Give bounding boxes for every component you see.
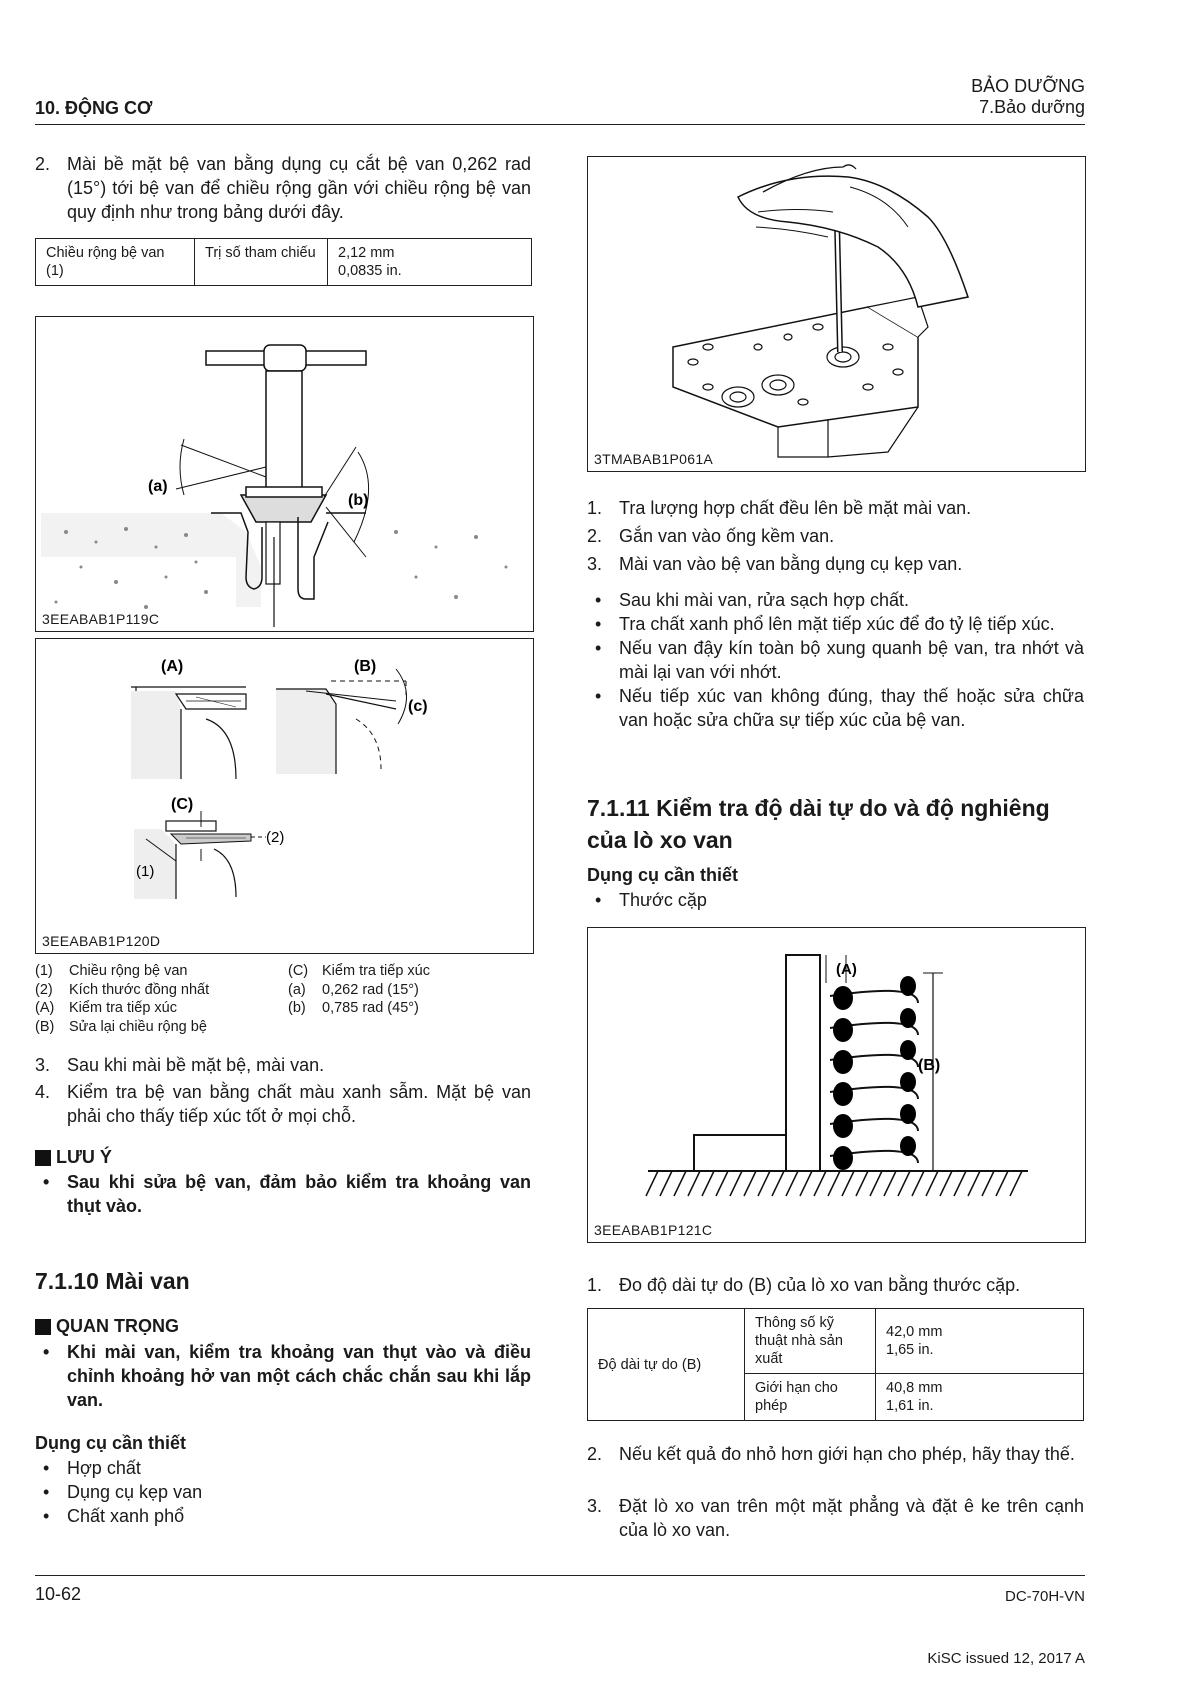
param-cell: Độ dài tự do (B) [588,1309,745,1421]
step-3: 3. Sau khi mài bề mặt bệ, mài van. [35,1055,325,1075]
legend-right [288,962,528,1018]
tool-item: • Thước cặp [587,888,1084,912]
bullet-icon: • [595,638,602,658]
legend-item: (b) 0,785 rad (45°) [288,1000,419,1016]
label-b: (b) [348,492,369,509]
section-heading-7-1-10: 7.1.10 Mài van [35,1268,190,1294]
figure-valve-lapping [587,156,1086,472]
doc-code: DC-70H-VN [1004,1588,1085,1605]
legend-item: (C) Kiểm tra tiếp xúc [288,963,430,979]
label-B: (B) [918,1057,941,1074]
figure-code: 3EEABAB1P120D [42,933,161,949]
bullet-icon: • [43,1506,50,1526]
legend-item: (B) Sửa lại chiều rộng bệ [35,1018,207,1035]
step-item: 2. Gắn van vào ống kềm van. [587,526,835,546]
step-1: 1. Đo độ dài tự do (B) của lò xo van bằng thước cặp. [587,1275,1021,1295]
bullet-icon: • [595,890,602,910]
figure-code: 3TMABAB1P061A [594,451,714,467]
bullet-item: • Nếu van đậy kín toàn bộ xung quanh bệ van, tra nhớt và mài lại van với nhớt. [587,636,1084,684]
chapter-title: 10. ĐỘNG CƠ [35,98,153,118]
label-a: (a) [148,478,168,495]
label-B: (B) [354,658,377,675]
step-item: 3. Mài van vào bệ van bằng dụng cụ kẹp van. [587,554,963,574]
tools-heading: Dụng cụ cần thiết [35,1433,187,1453]
figure-contact-check [35,638,534,954]
step-3-right: 3. Đặt lò xo van trên một mặt phẳng và đặt ê ke trên cạnh của lò xo van. [587,1496,1084,1540]
value-in: 0,0835 in. [338,263,402,279]
label-A: (A) [161,658,184,675]
bullet-icon: • [43,1172,50,1192]
seat-width-cell: Chiều rộng bệ van (1) [36,239,195,286]
section-title: BẢO DƯỠNG [971,76,1085,96]
figure-spring-length [587,927,1086,1243]
bullet-icon: • [43,1482,50,1502]
note-heading: LƯU Ý [35,1147,112,1168]
tools-heading: Dụng cụ cần thiết [587,865,739,885]
spec-label-cell: Thông số kỹ thuật nhà sản xuất [745,1309,876,1374]
tools-list [35,1456,531,1528]
legend-left [35,962,285,1036]
step-item: 1. Tra lượng hợp chất đều lên bề mặt mài van. [587,498,972,518]
legend-item: (2) Kích thước đồng nhất [35,981,210,998]
bullet-item: • Tra chất xanh phổ lên mặt tiếp xúc để đo tỷ lệ tiếp xúc. [587,612,1084,636]
page-number: 10-62 [35,1584,82,1604]
note-square-icon [35,1150,51,1166]
tool-item: • Hợp chất [35,1456,531,1480]
step-4: 4. Kiểm tra bệ van bằng chất màu xanh sẫm. Mặt bệ van phải cho thấy tiếp xúc tốt ở mọi chỗ. [35,1082,531,1126]
reference-value-cell [328,239,532,286]
seat-width-table [35,238,532,286]
reference-label-cell: Trị số tham chiếu [195,239,328,286]
spring-length-table [587,1308,1084,1421]
step-2 [35,152,531,224]
lapping-notes [587,588,1084,732]
label-A: (A) [836,961,857,978]
limit-label-cell: Giới hạn cho phép [745,1374,876,1421]
step-number: 2. [35,154,51,174]
legend-item: (a) 0,262 rad (15°) [288,981,419,998]
important-heading: QUAN TRỌNG [35,1316,179,1337]
label-c: (c) [408,698,428,715]
figure-code: 3EEABAB1P119C [42,611,160,627]
issue-info: KiSC issued 12, 2017 A [927,1650,1085,1667]
step-text: Mài bề mặt bệ van bằng dụng cụ cắt bệ van 0,262 rad (15°) tới bệ van để chiều rộng gần với chiều rộng bệ van quy định như trong bảng dưới đây. [67,154,531,222]
contact-check-illustration [36,639,533,953]
spring-length-illustration [588,928,1085,1242]
tool-item: • Chất xanh phổ [35,1504,531,1528]
bullet-item: • Sau khi mài van, rửa sạch hợp chất. [587,588,1084,612]
bullet-item: • Nếu tiếp xúc van không đúng, thay thế hoặc sửa chữa van hoặc sửa chữa sự tiếp xúc của bệ van. [587,684,1084,732]
step-2-right: 2. Nếu kết quả đo nhỏ hơn giới hạn cho phép, hãy thay thế. [587,1444,1075,1464]
label-C: (C) [171,796,194,813]
figure-seat-cutter [35,316,534,632]
spec-value-cell: 42,0 mm 1,65 in. [876,1309,1084,1374]
label-2: (2) [266,829,285,846]
important-square-icon [35,1319,51,1335]
seat-cutter-illustration [36,317,533,631]
legend-item: (A) Kiểm tra tiếp xúc [35,1000,177,1016]
lapping-steps [587,496,1084,576]
bullet-icon: • [43,1458,50,1478]
figure-code: 3EEABAB1P121C [594,1222,713,1238]
value-mm: 2,12 mm [338,245,395,261]
limit-value-cell: 40,8 mm 1,61 in. [876,1374,1084,1421]
legend-item: (1) Chiều rộng bệ van [35,963,188,979]
tool-item: • Dụng cụ kẹp van [35,1480,531,1504]
bullet-icon: • [43,1342,50,1362]
note-item: • Sau khi sửa bệ van, đảm bảo kiểm tra khoảng van thụt vào. [35,1170,531,1218]
important-item: • Khi mài van, kiểm tra khoảng van thụt vào và điều chỉnh khoảng hở van một cách chắc chắn sau khi lắp van. [35,1340,531,1412]
bullet-icon: • [595,590,602,610]
header-rule [35,124,1085,125]
bullet-icon: • [595,614,602,634]
section-heading-7-1-11: 7.1.11 Kiểm tra độ dài tự do và độ nghiêng của lò xo van [587,795,1050,853]
bullet-icon: • [595,686,602,706]
valve-lapping-illustration [588,157,1085,471]
footer-rule [35,1575,1085,1576]
label-1: (1) [136,863,155,880]
section-subtitle: 7.Bảo dưỡng [979,97,1085,117]
